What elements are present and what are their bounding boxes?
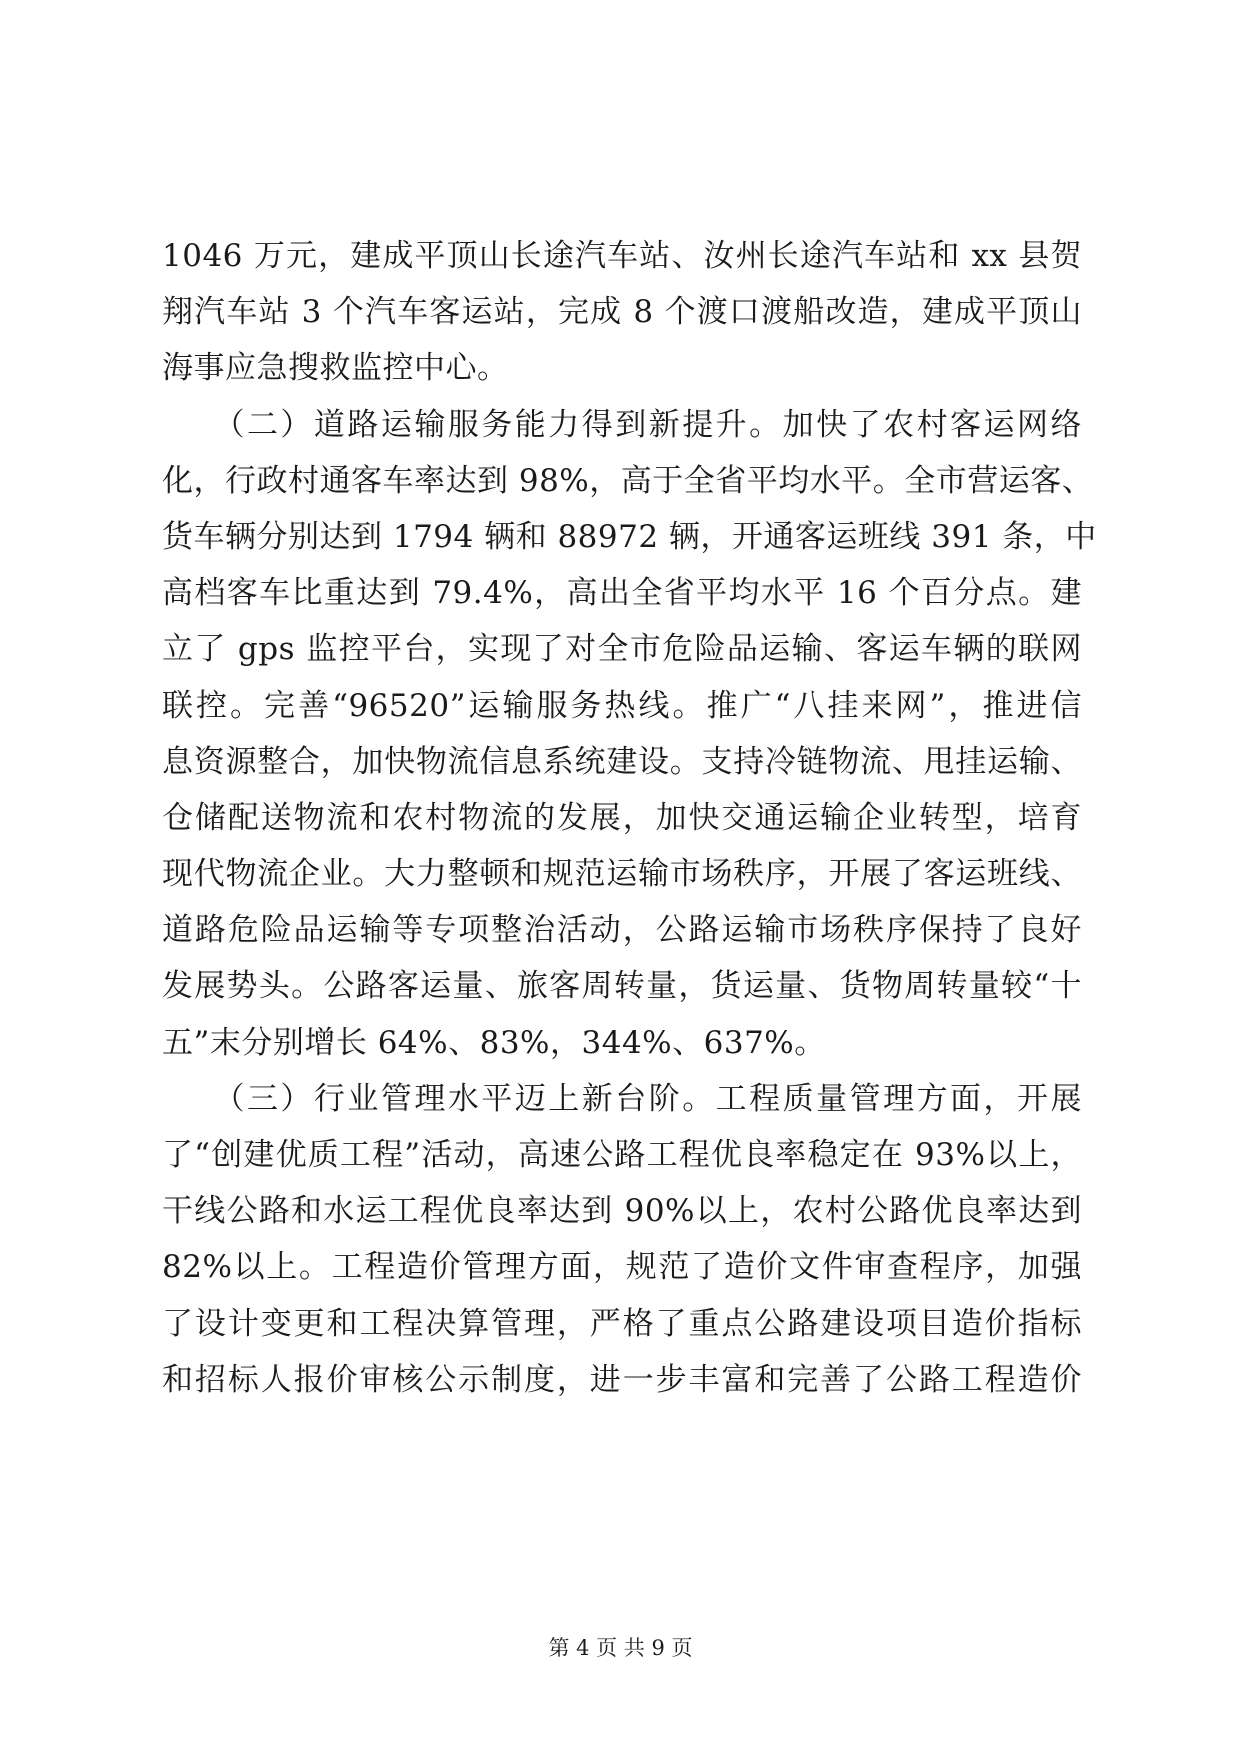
text-line: 发展势头。公路客运量、旅客周转量，货运量、货物周转量较“十 (162, 968, 1082, 1005)
text-line: 联控。完善“96520”运输服务热线。推广“八挂来网”，推进信 (162, 687, 1082, 724)
text-line: 立了 gps 监控平台，实现了对全市危险品运输、客运车辆的联网 (162, 631, 1082, 668)
text-line: 1046 万元，建成平顶山长途汽车站、汝州长途汽车站和 xx 县贺 (162, 238, 1082, 274)
text-line: 82%以上。工程造价管理方面，规范了造价文件审查程序，加强 (162, 1249, 1082, 1286)
text-line: 海事应急搜救监控中心。 (162, 350, 509, 387)
text-line: （三）行业管理水平迈上新台阶。工程质量管理方面，开展 (162, 1080, 1082, 1117)
text-line: 了设计变更和工程决算管理，严格了重点公路建设项目造价指标 (162, 1305, 1082, 1342)
text-line: 干线公路和水运工程优良率达到 90%以上，农村公路优良率达到 (162, 1193, 1082, 1230)
text-line: 高档客车比重达到 79.4%，高出全省平均水平 16 个百分点。建 (162, 575, 1082, 612)
text-line: 道路危险品运输等专项整治活动，公路运输市场秩序保持了良好 (162, 912, 1082, 949)
text-line: 仓储配送物流和农村物流的发展，加快交通运输企业转型，培育 (162, 799, 1082, 836)
text-line: 化，行政村通客车率达到 98%，高于全省平均水平。全市营运客、 (162, 462, 1094, 499)
text-line: 货车辆分别达到 1794 辆和 88972 辆，开通客运班线 391 条，中 (162, 518, 1097, 555)
text-line: 翔汽车站 3 个汽车客运站，完成 8 个渡口渡船改造，建成平顶山 (162, 294, 1082, 331)
text-line: 了“创建优质工程”活动，高速公路工程优良率稳定在 93%以上， (162, 1137, 1082, 1173)
text-line: 息资源整合，加快物流信息系统建设。支持冷链物流、甩挂运输、 (162, 743, 1082, 780)
body-text (162, 228, 1097, 1408)
text-line: 现代物流企业。大力整顿和规范运输市场秩序，开展了客运班线、 (162, 856, 1082, 893)
page-footer: 第 4 页 共 9 页 (548, 1636, 693, 1660)
text-line: 和招标人报价审核公示制度，进一步丰富和完善了公路工程造价 (162, 1361, 1082, 1398)
text-line: （二）道路运输服务能力得到新提升。加快了农村客运网络 (162, 406, 1082, 443)
text-line: 五”末分别增长 64%、83%，344%、637%。 (162, 1024, 826, 1061)
